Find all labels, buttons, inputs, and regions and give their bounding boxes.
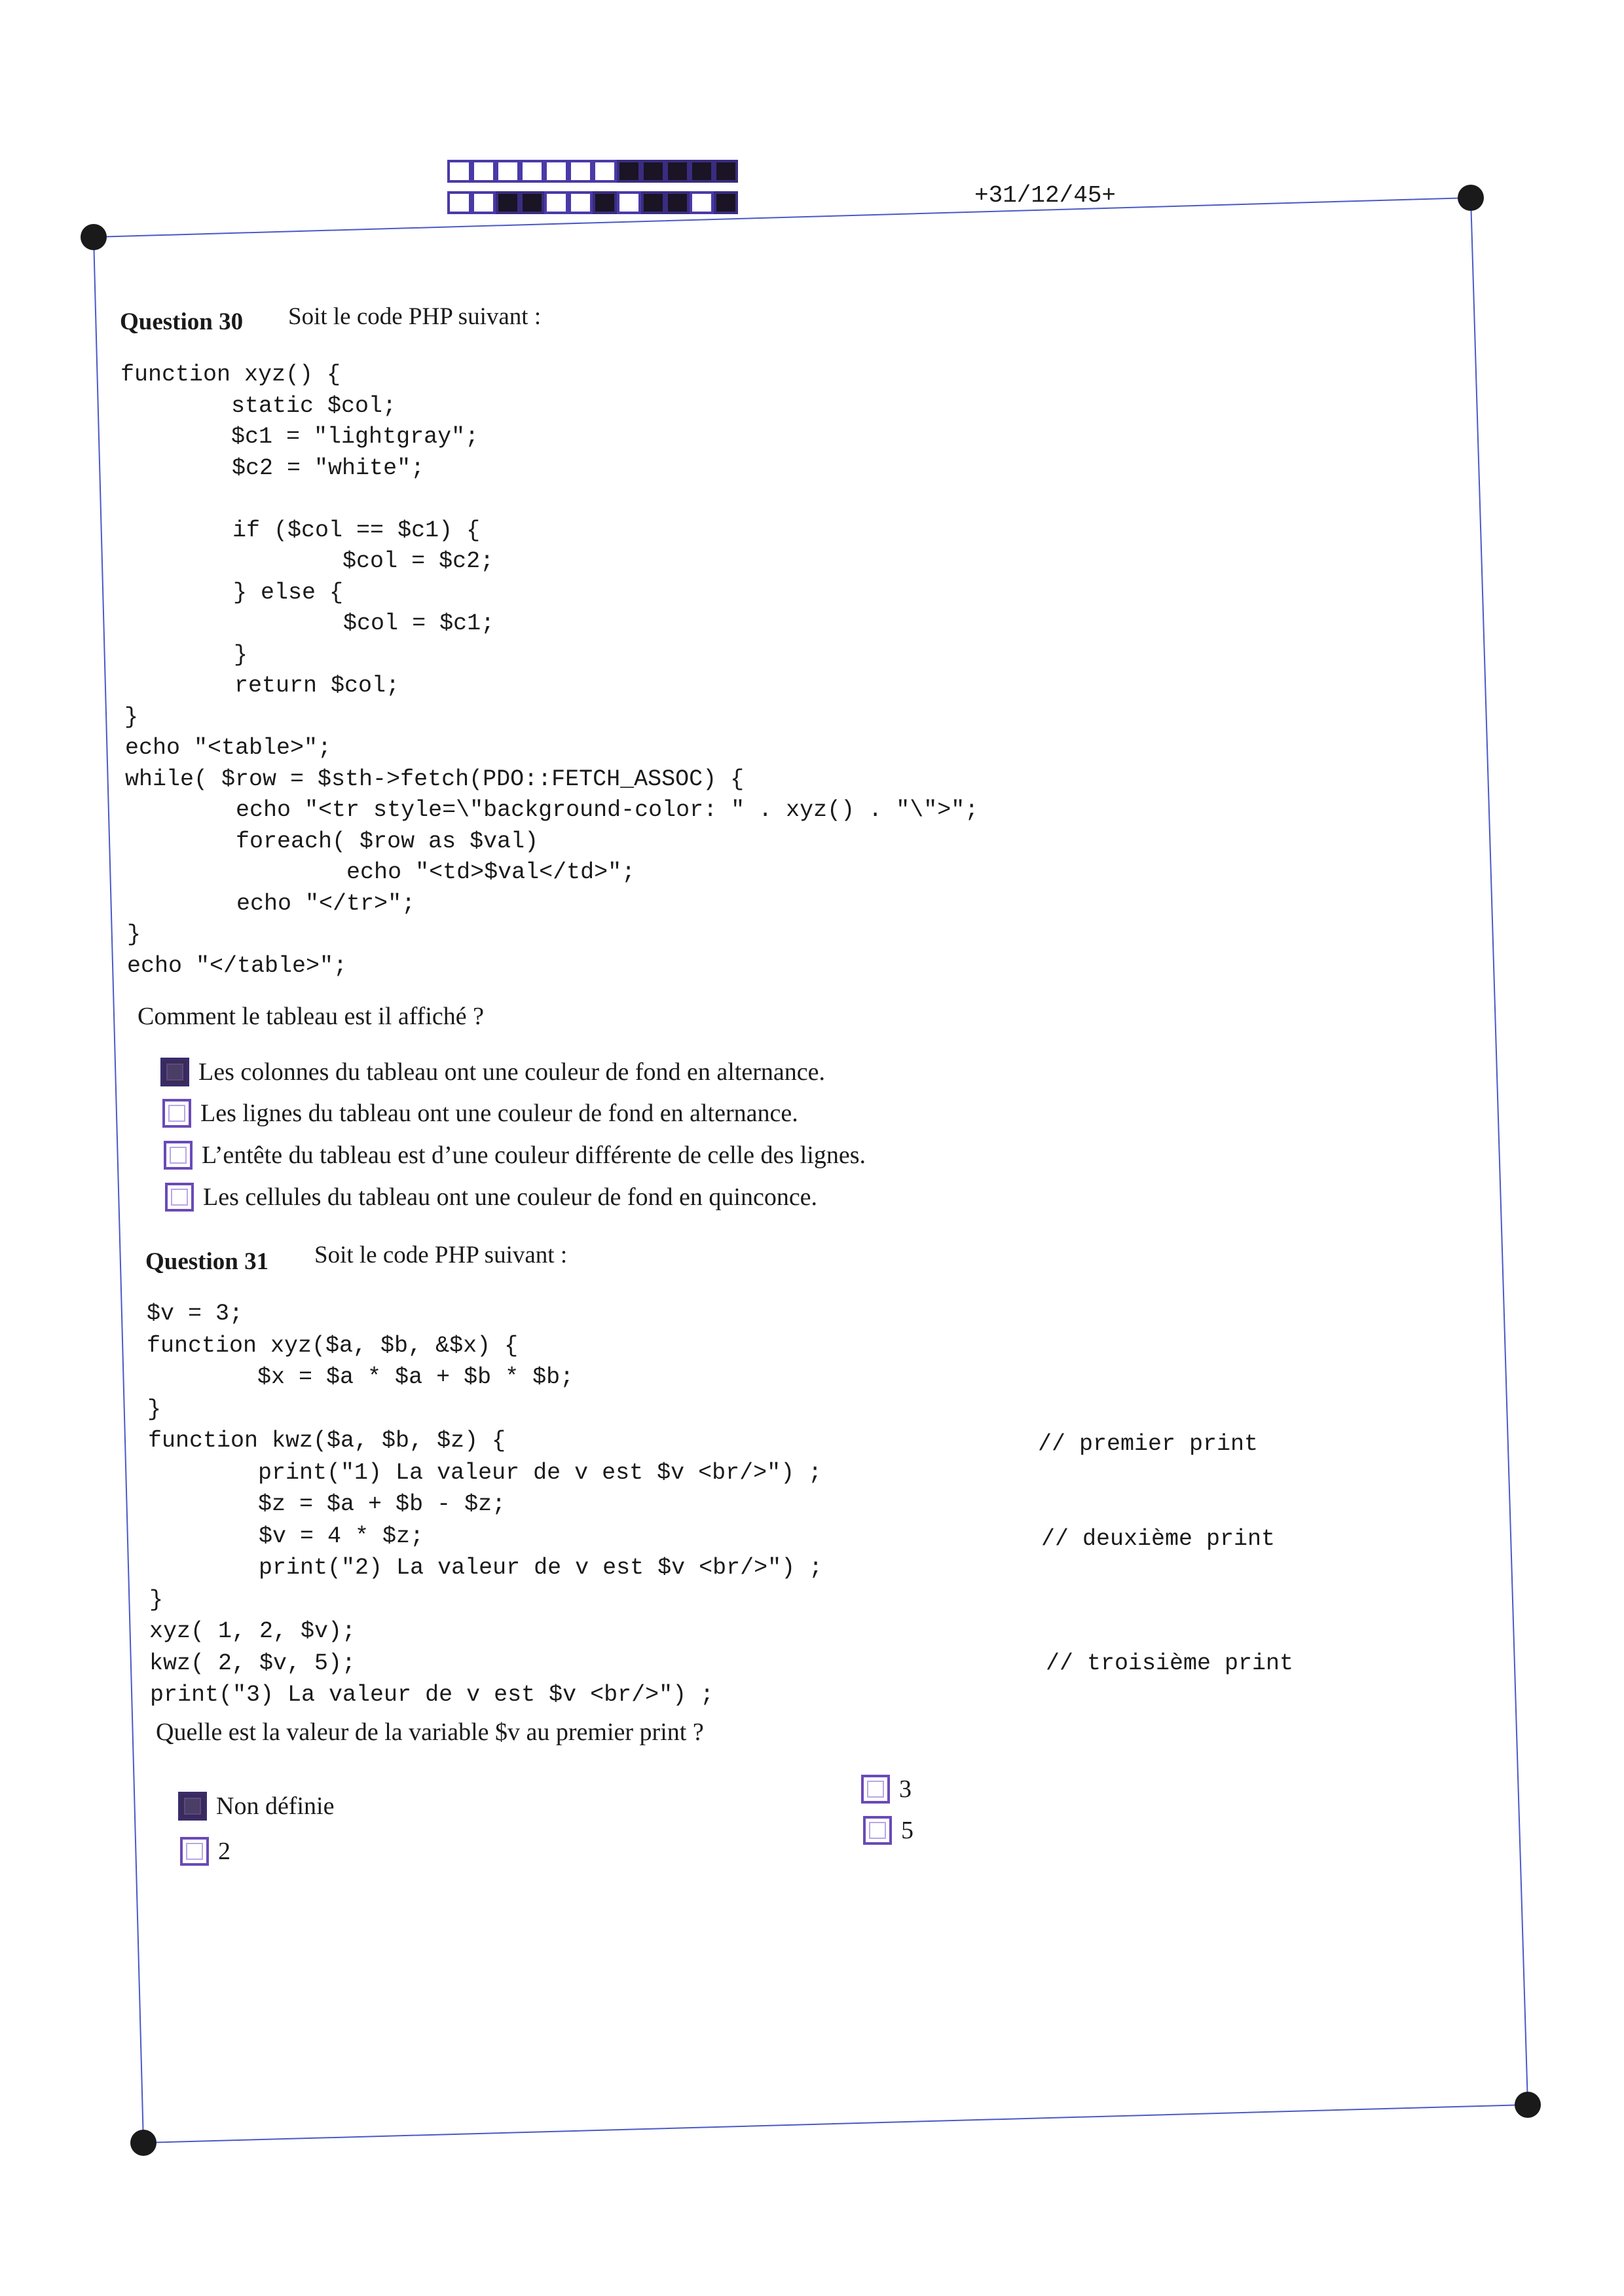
answer-option[interactable] [160, 1058, 825, 1086]
code-line: $z = $a + $b - $z; [148, 1491, 506, 1517]
answer-label: 3 [899, 1775, 912, 1803]
code-line: } [124, 641, 248, 668]
code-line: print("1) La valeur de v est $v <br/>") ; [148, 1459, 822, 1486]
code-comment: // deuxième print [1041, 1526, 1276, 1552]
code-line: $col = $c1; [123, 610, 495, 637]
code-line: print("3) La valeur de v est $v <br/>") ; [150, 1682, 714, 1708]
code-line: foreach( $row as $val) [126, 828, 539, 855]
question-31-prompt: Quelle est la valeur de la variable $v au premier print ? [156, 1718, 704, 1746]
answer-label: 2 [218, 1838, 231, 1865]
registration-mark-bottom-right [1515, 2092, 1541, 2118]
code-comment: // premier print [1038, 1431, 1259, 1457]
code-line: } [124, 703, 139, 730]
code-line: } [147, 1396, 162, 1422]
answer-label: Les lignes du tableau ont une couleur de fond en alternance. [200, 1100, 798, 1127]
registration-mark-bottom-left [130, 2130, 157, 2156]
answer-label: Les cellules du tableau ont une couleur de fond en quinconce. [203, 1183, 818, 1211]
checked-checkbox[interactable] [160, 1058, 189, 1086]
code-line: if ($col == $c1) { [122, 517, 481, 544]
code-line: $col = $c2; [122, 548, 494, 574]
answer-option[interactable] [162, 1099, 798, 1128]
answer-option[interactable] [180, 1837, 231, 1866]
question-30-prompt: Comment le tableau est il affiché ? [138, 1003, 484, 1030]
answer-label: Non définie [216, 1792, 335, 1820]
code-line: echo "<tr style=\"background-color: " . xyz() . "\">"; [126, 797, 979, 823]
code-line: static $col; [121, 392, 397, 419]
code-line: xyz( 1, 2, $v); [149, 1618, 356, 1644]
registration-mark-top-right [1458, 185, 1484, 211]
answer-label: 5 [901, 1817, 913, 1844]
registration-mark-top-left [81, 224, 107, 250]
code-line: print("2) La valeur de v est $v <br/>") ; [149, 1555, 823, 1581]
code-line: echo "<td>$val</td>"; [126, 859, 636, 885]
checkbox[interactable] [180, 1837, 209, 1866]
code-line: kwz( 2, $v, 5); [149, 1650, 356, 1676]
checkbox[interactable] [165, 1183, 194, 1212]
checked-checkbox[interactable] [178, 1792, 207, 1821]
question-31-title: Question 31 [145, 1248, 269, 1275]
answer-option[interactable] [178, 1792, 334, 1821]
code-line: function xyz($a, $b, &$x) { [147, 1332, 519, 1359]
question-30-title: Question 30 [120, 308, 244, 335]
code-line: echo "<table>"; [125, 735, 332, 761]
code-line: while( $row = $sth->fetch(PDO::FETCH_ASSOC) { [125, 766, 745, 792]
code-line: } [127, 921, 141, 948]
code-line: $x = $a * $a + $b * $b; [147, 1364, 574, 1390]
code-line: function xyz() { [120, 361, 341, 388]
code-line: $v = 3; [147, 1301, 244, 1327]
answer-option[interactable] [165, 1183, 817, 1212]
question-31-intro: Soit le code PHP suivant : [314, 1242, 568, 1268]
code-line: } [149, 1586, 164, 1613]
code-line: return $col; [124, 673, 400, 699]
code-line: echo "</table>"; [127, 952, 348, 979]
code-line: $c2 = "white"; [122, 454, 425, 481]
checkbox[interactable] [863, 1816, 892, 1845]
code-line: $c1 = "lightgray"; [121, 424, 479, 450]
code-line: $v = 4 * $z; [149, 1523, 424, 1549]
answer-label: L’entête du tableau est d’une couleur différente de celle des lignes. [202, 1141, 866, 1169]
code-line: echo "</tr>"; [126, 890, 416, 917]
answer-option[interactable] [861, 1775, 912, 1804]
code-line: function kwz($a, $b, $z) { [148, 1428, 506, 1454]
answer-option[interactable] [164, 1141, 866, 1170]
code-line: } else { [123, 579, 344, 606]
checkbox[interactable] [164, 1141, 193, 1170]
answer-option[interactable] [863, 1816, 913, 1845]
code-comment: // troisième print [1046, 1650, 1294, 1676]
answer-label: Les colonnes du tableau ont une couleur de fond en alternance. [198, 1058, 826, 1086]
question-30-intro: Soit le code PHP suivant : [288, 303, 542, 330]
checkbox[interactable] [861, 1775, 890, 1804]
page-id: +31/12/45+ [974, 182, 1116, 209]
checkbox[interactable] [162, 1099, 191, 1128]
